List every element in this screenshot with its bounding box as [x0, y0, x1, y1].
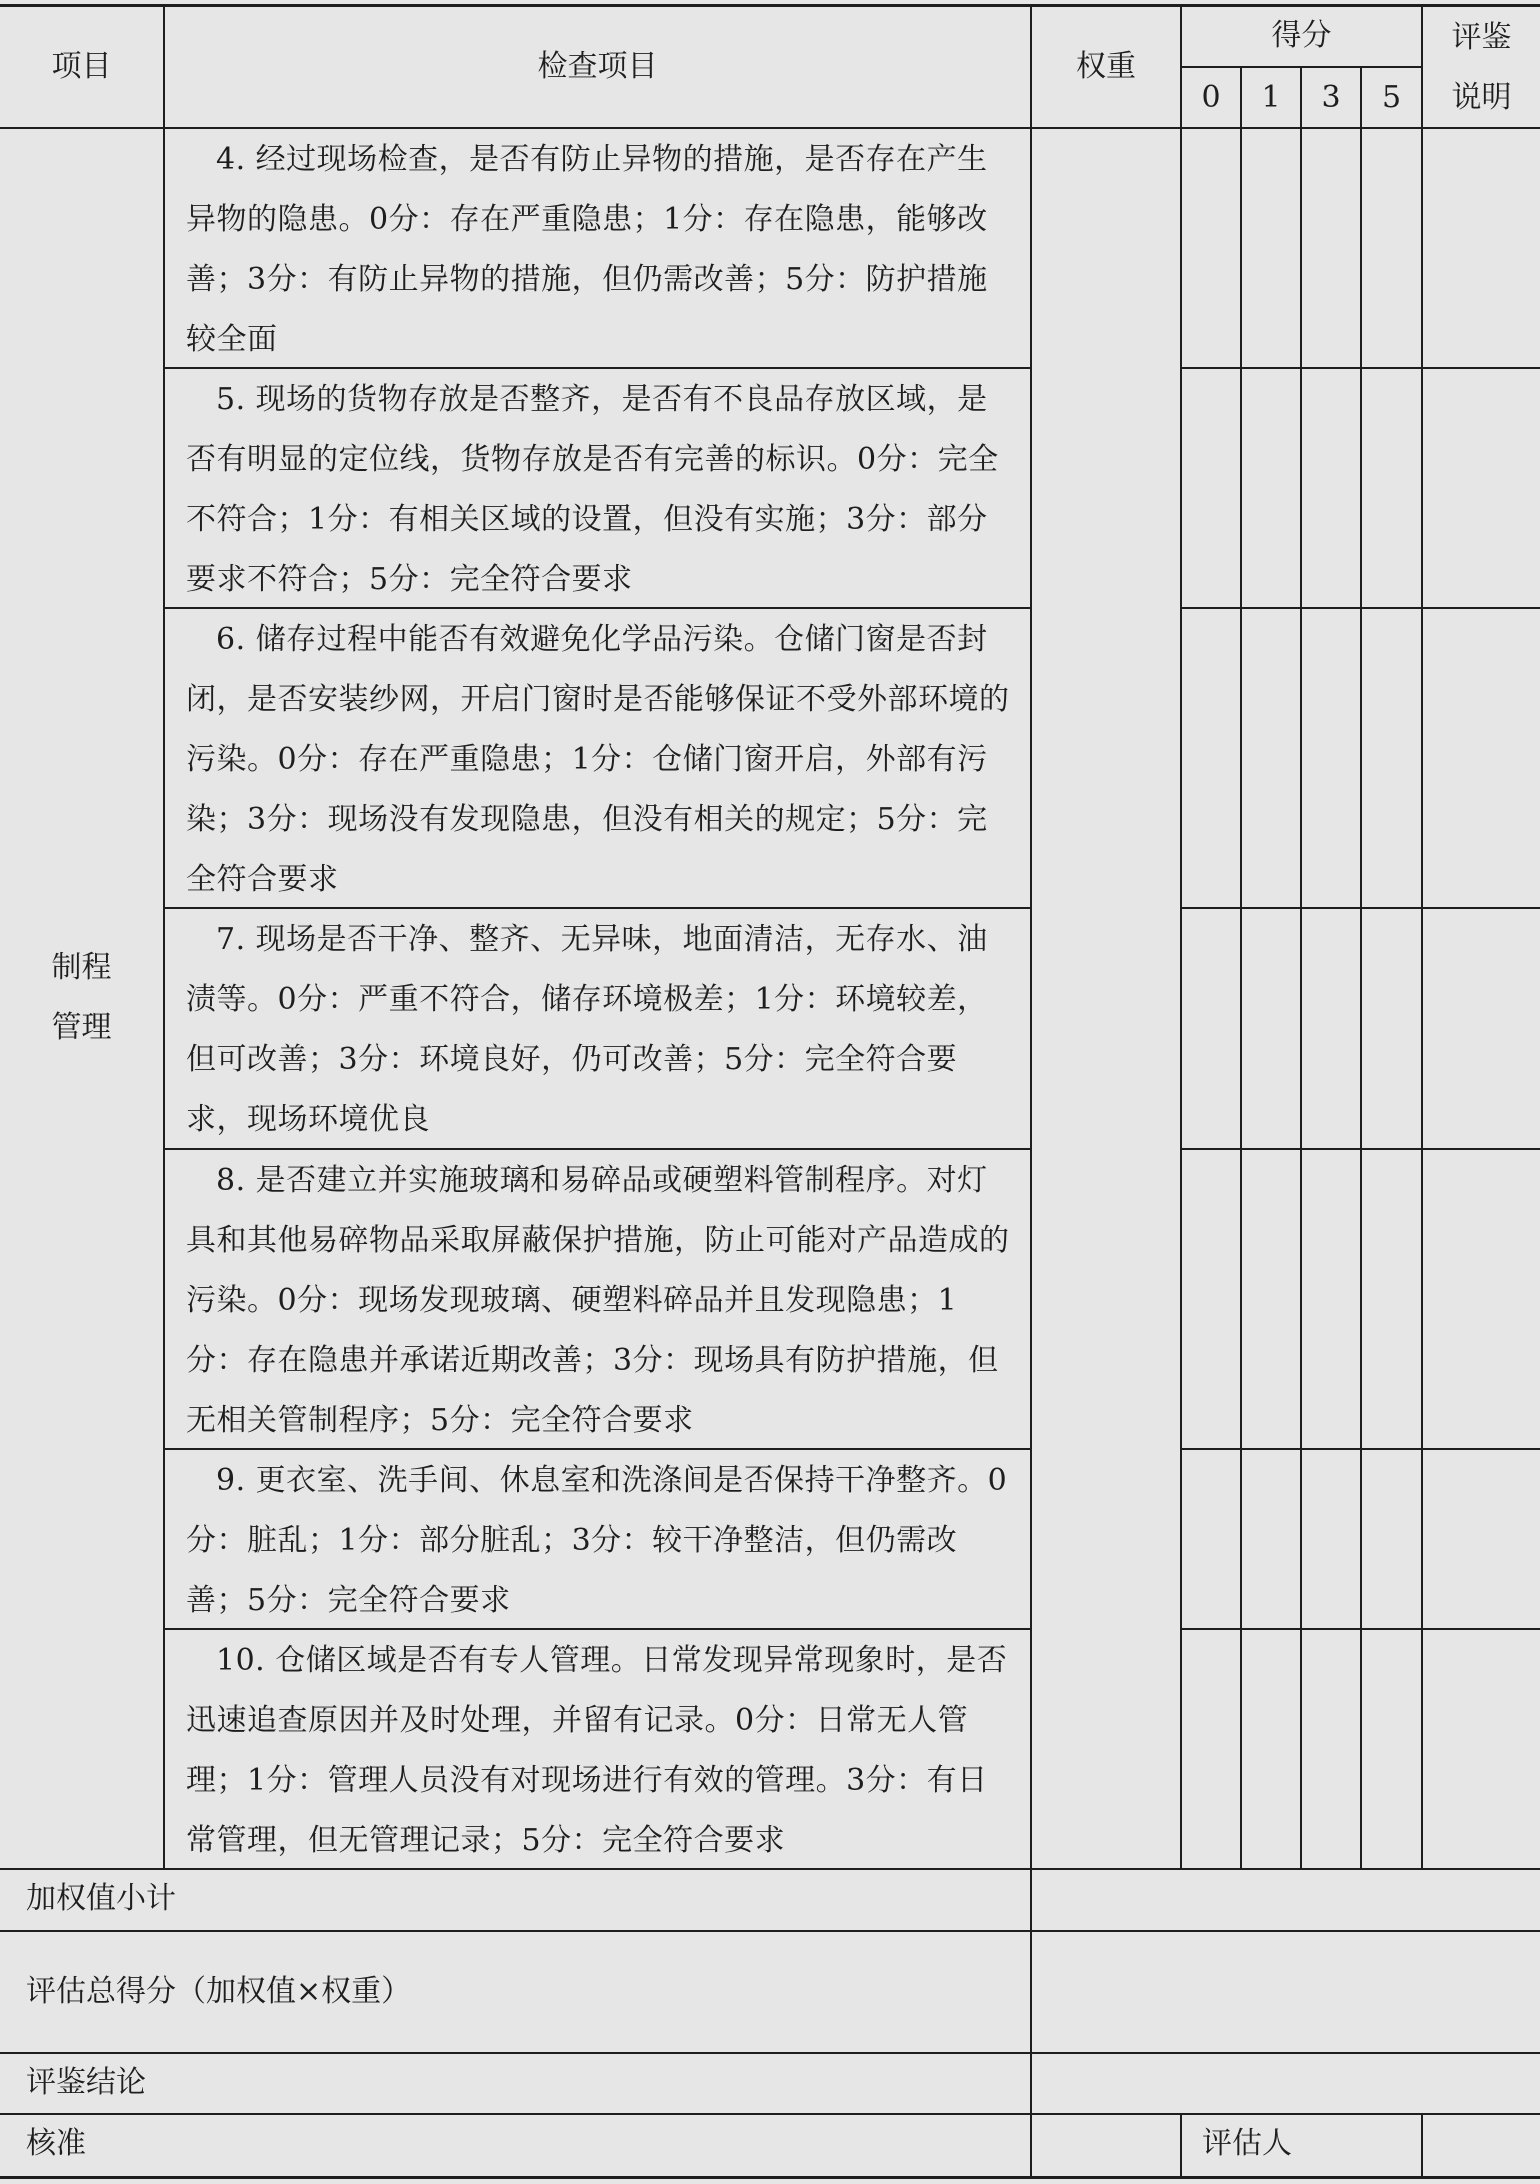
header-weight: 权重	[1076, 48, 1136, 84]
total-score-label: 评估总得分（加权值×权重）	[26, 1974, 412, 2009]
header-bottom-line	[0, 127, 1540, 129]
col-divider	[1360, 66, 1362, 1869]
col-divider	[1421, 2113, 1423, 2178]
header-score: 得分	[1271, 18, 1332, 53]
col-divider	[1180, 2113, 1182, 2178]
check-item-8: 8. 是否建立并实施玻璃和易碎品或硬塑料管制程序。对灯具和其他易碎物品采取屏蔽保护措施，防止可能对产品造成的污染。0分：现场发现玻璃、硬塑料碎品并且发现隐患；1分：存在隐患并承诺近期改善；3分：现场具有防护措施，但无相关管制程序；5分：完全符合要求	[186, 1163, 1010, 1438]
footer-line	[0, 1930, 1540, 1932]
col-divider	[1030, 4, 1032, 2178]
check-item-10: 10. 仓储区域是否有专人管理。日常发现异常现象时，是否迅速追查原因并及时处理，并留有记录。0分：日常无人管理；1分：管理人员没有对现场进行有效的管理。3分：有日常管理，但无管理记录；5分：完全符合要求	[186, 1643, 1008, 1858]
col-divider	[1240, 66, 1242, 1869]
conclusion-label: 评鉴结论	[26, 2065, 146, 2100]
score-col-0: 0	[1201, 79, 1221, 115]
table-bottom-border	[0, 2176, 1540, 2179]
approve-label: 核准	[26, 2126, 86, 2161]
assessor-label: 评估人	[1202, 2126, 1292, 2161]
header-remark-line2: 说明	[1451, 80, 1512, 115]
col-divider	[163, 4, 165, 1869]
subtotal-label: 加权值小计	[26, 1881, 176, 1916]
check-item-9: 9. 更衣室、洗手间、休息室和洗涤间是否保持干净整齐。0分：脏乱；1分：部分脏乱；3分：较干净整洁，但仍需改善；5分：完全符合要求	[186, 1463, 1008, 1618]
footer-line	[0, 2113, 1540, 2115]
check-item-7: 7. 现场是否干净、整齐、无异味，地面清洁，无存水、油渍等。0分：严重不符合，储存环境极差；1分：环境较差，但可改善；3分：环境良好，仍可改善；5分：完全符合要求，现场环境优良	[186, 922, 988, 1137]
check-item-6: 6. 储存过程中能否有效避免化学品污染。仓储门窗是否封闭，是否安装纱网，开启门窗时是否能够保证不受外部环境的污染。0分：存在严重隐患；1分：仓储门窗开启，外部有污染；3分：现场没有发现隐患，但没有相关的规定；5分：完全符合要求	[186, 622, 1010, 897]
col-divider	[1180, 4, 1182, 1869]
footer-line	[0, 2052, 1540, 2054]
score-col-5: 5	[1381, 79, 1402, 115]
header-remark-line1: 评鉴	[1451, 20, 1512, 55]
category-line1: 制程	[51, 950, 112, 985]
check-item-5: 5. 现场的货物存放是否整齐，是否有不良品存放区域，是否有明显的定位线，货物存放是否有完善的标识。0分：完全不符合；1分：有相关区域的设置，但没有实施；3分：部分要求不符合；5分：完全符合要求	[186, 382, 999, 597]
col-divider	[1300, 66, 1302, 1869]
header-check-item: 检查项目	[537, 48, 658, 84]
check-item-4: 4. 经过现场检查，是否有防止异物的措施，是否存在产生异物的隐患。0分：存在严重隐患；1分：存在隐患，能够改善；3分：有防止异物的措施，但仍需改善；5分：防护措施较全面	[186, 142, 988, 357]
col-divider	[1421, 4, 1423, 1869]
score-col-3: 3	[1321, 79, 1341, 115]
header-item: 项目	[51, 48, 112, 84]
score-col-1: 1	[1261, 79, 1281, 115]
category-label	[0, 938, 163, 1058]
category-line2: 管理	[51, 1010, 112, 1045]
header-remark	[1423, 8, 1540, 128]
